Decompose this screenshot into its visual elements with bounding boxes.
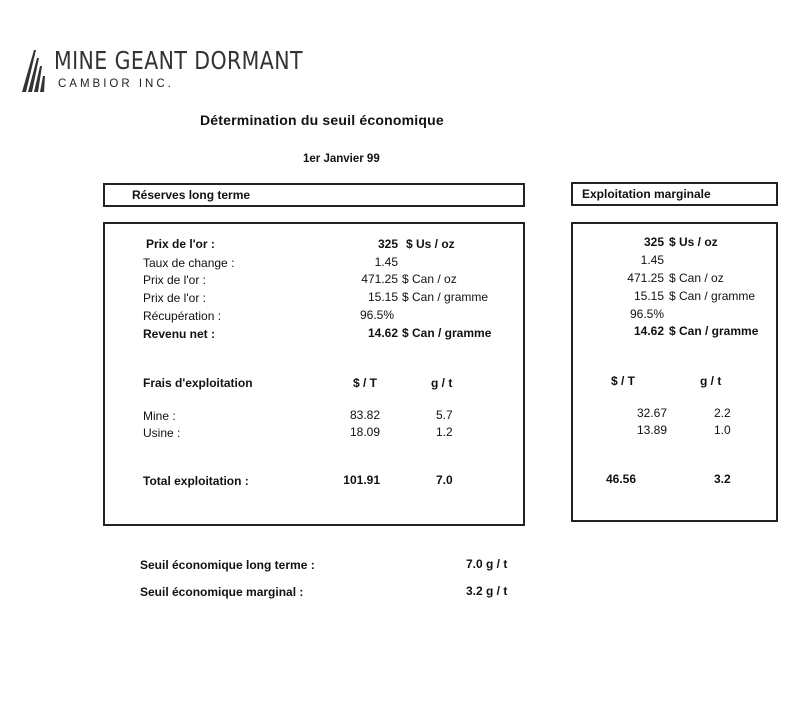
logo-name: MINE GEANT DORMANT — [54, 46, 303, 75]
marg-usine-grade: 1.0 — [714, 423, 731, 437]
marg-prix-can-g-unit: $ Can / gramme — [669, 289, 756, 303]
marg-prix-can-oz-unit: $ Can / oz — [669, 271, 724, 285]
revenu-net-unit: $ Can / gramme — [402, 326, 492, 340]
marg-mine-cost: 32.67 — [636, 406, 667, 420]
seuil-marginal-value: 3.2 g / t — [466, 584, 508, 598]
usine-grade: 1.2 — [436, 425, 453, 439]
prix-can-oz-label: Prix de l'or : — [143, 273, 206, 287]
prix-or-value: 325 — [377, 237, 398, 251]
marg-col-grade-header: g / t — [700, 374, 722, 388]
seuil-long-terme-value: 7.0 g / t — [466, 557, 508, 571]
recuperation-value: 96.5% — [360, 308, 395, 322]
marg-prix-or-unit: $ Us / oz — [669, 235, 718, 249]
total-grade: 7.0 — [436, 473, 453, 487]
taux-value: 1.45 — [374, 255, 398, 269]
left-header-box — [103, 183, 525, 207]
prix-can-g-value: 15.15 — [367, 290, 398, 304]
revenu-net-value: 14.62 — [367, 326, 398, 340]
left-header-title: Réserves long terme — [132, 188, 251, 202]
logo-subtitle: CAMBIOR INC. — [58, 78, 174, 90]
mine-label: Mine : — [143, 409, 176, 423]
marg-revenu-net-value: 14.62 — [633, 324, 664, 338]
left-col-grade-header: g / t — [431, 376, 453, 390]
seuil-long-terme-label: Seuil économique long terme : — [140, 558, 315, 572]
frais-exploitation-label: Frais d'exploitation — [143, 376, 253, 390]
prix-can-g-label: Prix de l'or : — [143, 291, 206, 305]
right-header-title: Exploitation marginale — [582, 187, 711, 201]
usine-label: Usine : — [143, 426, 181, 440]
marg-col-cost-header: $ / T — [611, 374, 636, 388]
taux-label: Taux de change : — [143, 256, 235, 270]
marg-usine-cost: 13.89 — [636, 423, 667, 437]
marg-mine-grade: 2.2 — [714, 406, 731, 420]
right-header-box — [571, 182, 778, 206]
usine-cost: 18.09 — [349, 425, 380, 439]
right-panel — [571, 222, 778, 522]
prix-or-label: Prix de l'or : — [146, 237, 215, 251]
marg-total-grade: 3.2 — [714, 472, 731, 486]
mine-cost: 83.82 — [349, 408, 380, 422]
prix-can-oz-value: 471.25 — [361, 272, 398, 286]
marg-prix-can-g-value: 15.15 — [633, 289, 664, 303]
page-title: Détermination du seuil économique — [200, 112, 444, 128]
left-col-cost-header: $ / T — [353, 376, 378, 390]
marg-prix-can-oz-value: 471.25 — [627, 271, 664, 285]
marg-taux-value: 1.45 — [640, 253, 664, 267]
revenu-net-label: Revenu net : — [143, 327, 216, 341]
document-date: 1er Janvier 99 — [303, 153, 380, 165]
recuperation-label: Récupération : — [143, 309, 222, 323]
marg-recuperation-value: 96.5% — [630, 307, 665, 321]
cambior-logo-icon — [20, 48, 50, 92]
seuil-marginal-label: Seuil économique marginal : — [140, 585, 304, 599]
total-exploitation-label: Total exploitation : — [143, 474, 249, 488]
prix-can-oz-unit: $ Can / oz — [402, 272, 457, 286]
marg-revenu-net-unit: $ Can / gramme — [669, 324, 759, 338]
mine-grade: 5.7 — [436, 408, 453, 422]
prix-can-g-unit: $ Can / gramme — [402, 290, 489, 304]
marg-prix-or-value: 325 — [643, 235, 664, 249]
marg-total-cost: 46.56 — [606, 472, 637, 486]
total-cost: 101.91 — [343, 473, 380, 487]
prix-or-unit: $ Us / oz — [406, 237, 455, 251]
